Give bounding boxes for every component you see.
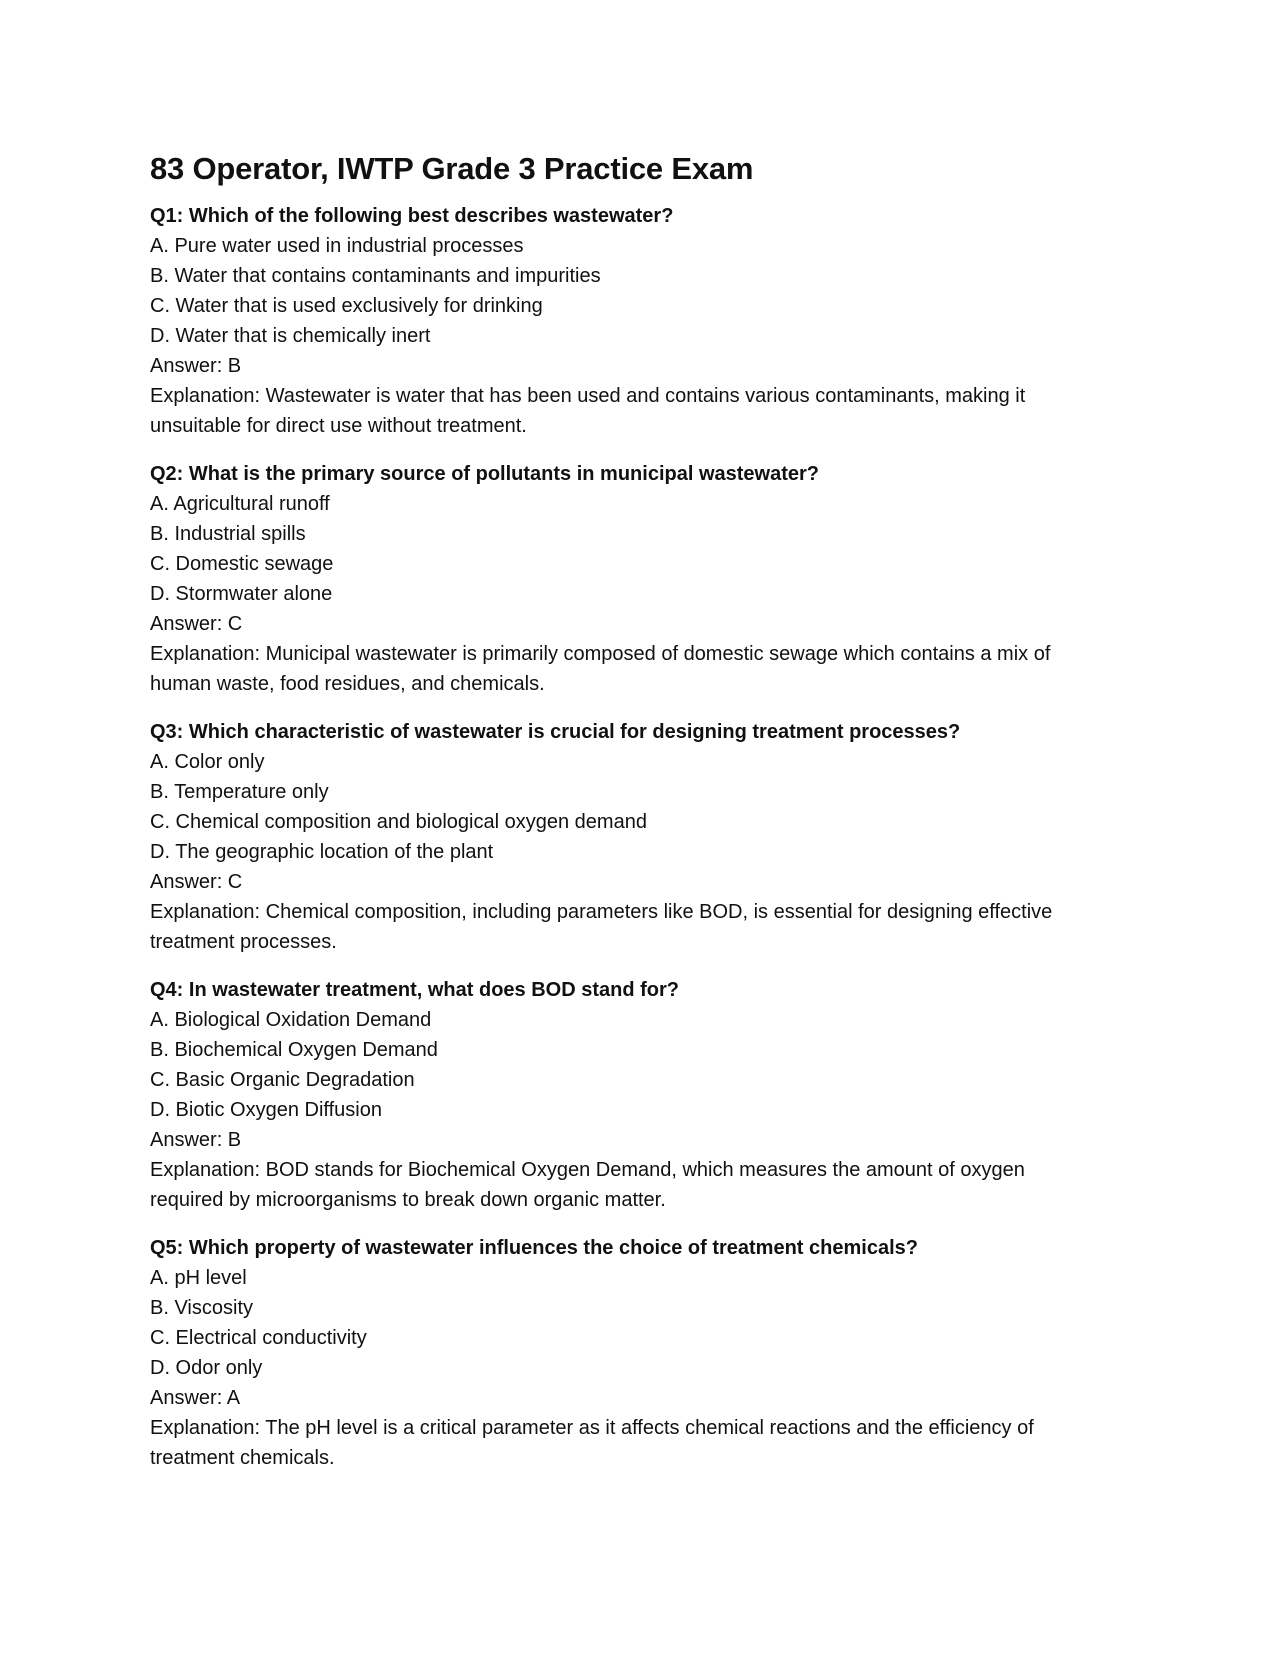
option-b: B. Temperature only xyxy=(150,781,329,804)
question-text: Q2: What is the primary source of pollutants in municipal wastewater? xyxy=(150,463,820,486)
explanation-line-1: Explanation: Municipal wastewater is primarily composed of domestic sewage which contains a mix of xyxy=(150,643,1051,666)
explanation-line-2: unsuitable for direct use without treatment. xyxy=(150,415,527,438)
explanation-line-2: required by microorganisms to break down organic matter. xyxy=(150,1189,666,1212)
option-d: D. Odor only xyxy=(150,1357,263,1380)
question-text: Q3: Which characteristic of wastewater is crucial for designing treatment processes? xyxy=(150,721,961,744)
option-b: B. Water that contains contaminants and impurities xyxy=(150,265,601,288)
option-b: B. Biochemical Oxygen Demand xyxy=(150,1039,438,1062)
option-b: B. Viscosity xyxy=(150,1297,253,1320)
explanation-line-2: human waste, food residues, and chemicals. xyxy=(150,673,545,696)
option-d: D. Stormwater alone xyxy=(150,583,333,606)
explanation-line-2: treatment chemicals. xyxy=(150,1447,335,1470)
question-block-1 xyxy=(150,201,1130,441)
explanation-line-2: treatment processes. xyxy=(150,931,337,954)
option-c: C. Chemical composition and biological oxygen demand xyxy=(150,811,647,834)
question-text: Q5: Which property of wastewater influences the choice of treatment chemicals? xyxy=(150,1237,918,1260)
option-a: A. Color only xyxy=(150,751,265,774)
question-text: Q1: Which of the following best describes wastewater? xyxy=(150,205,674,228)
answer-line: Answer: B xyxy=(150,355,242,378)
option-b: B. Industrial spills xyxy=(150,523,306,546)
question-block-4 xyxy=(150,975,1130,1215)
answer-line: Answer: C xyxy=(150,871,243,894)
answer-line: Answer: B xyxy=(150,1129,242,1152)
option-c: C. Water that is used exclusively for drinking xyxy=(150,295,543,318)
option-a: A. Agricultural runoff xyxy=(150,493,330,516)
answer-line: Answer: A xyxy=(150,1387,241,1410)
answer-line: Answer: C xyxy=(150,613,243,636)
explanation-line-1: Explanation: BOD stands for Biochemical Oxygen Demand, which measures the amount of oxygen xyxy=(150,1159,1025,1182)
explanation-line-1: Explanation: Chemical composition, including parameters like BOD, is essential for designing effective xyxy=(150,901,1053,924)
option-d: D. The geographic location of the plant xyxy=(150,841,494,864)
option-c: C. Electrical conductivity xyxy=(150,1327,367,1350)
document-page xyxy=(150,150,1130,1491)
question-block-5 xyxy=(150,1233,1130,1473)
explanation-line-1: Explanation: Wastewater is water that has been used and contains various contaminants, making it xyxy=(150,385,1026,408)
option-a: A. Biological Oxidation Demand xyxy=(150,1009,432,1032)
option-c: C. Basic Organic Degradation xyxy=(150,1069,415,1092)
option-d: D. Water that is chemically inert xyxy=(150,325,431,348)
question-text: Q4: In wastewater treatment, what does BOD stand for? xyxy=(150,979,679,1002)
option-a: A. pH level xyxy=(150,1267,247,1290)
option-d: D. Biotic Oxygen Diffusion xyxy=(150,1099,382,1122)
question-block-2 xyxy=(150,459,1130,699)
question-block-3 xyxy=(150,717,1130,957)
option-a: A. Pure water used in industrial processes xyxy=(150,235,524,258)
document-title: 83 Operator, IWTP Grade 3 Practice Exam xyxy=(150,151,754,186)
explanation-line-1: Explanation: The pH level is a critical parameter as it affects chemical reactions and the efficiency of xyxy=(150,1417,1034,1440)
option-c: C. Domestic sewage xyxy=(150,553,334,576)
